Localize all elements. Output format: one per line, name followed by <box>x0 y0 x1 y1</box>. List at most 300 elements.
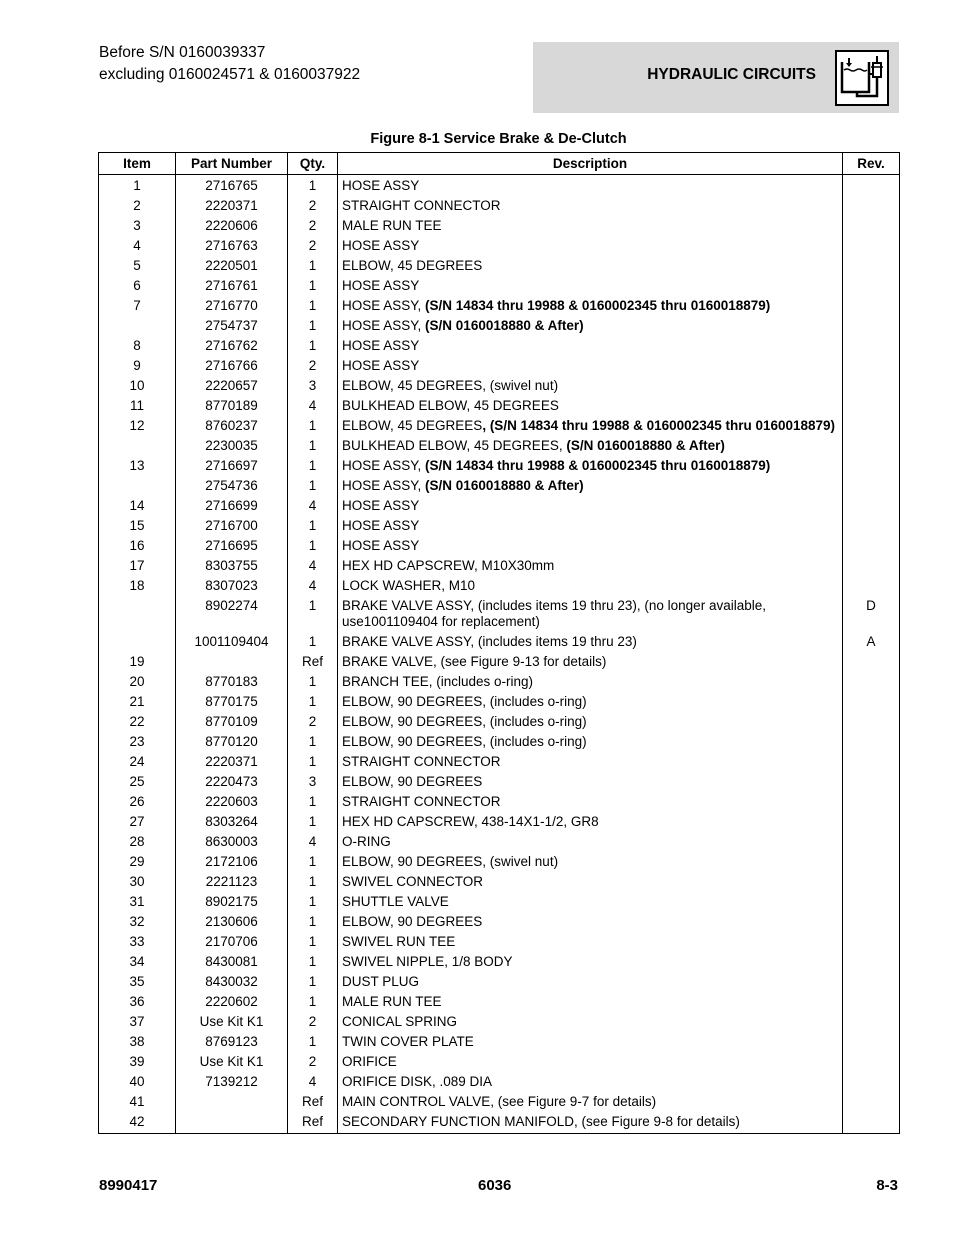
rev-cell <box>843 712 900 732</box>
description-text: ELBOW, 90 DEGREES, (swivel nut) <box>342 854 559 869</box>
description-cell <box>338 712 843 732</box>
part-number-cell: 7139212 <box>176 1072 288 1092</box>
description-cell <box>338 972 843 992</box>
description-text: MAIN CONTROL VALVE, (see Figure 9-7 for details) <box>342 1094 657 1109</box>
part-number-cell: 8770189 <box>176 396 288 416</box>
description-cell <box>338 196 843 216</box>
rev-cell <box>843 852 900 872</box>
item-cell: 18 <box>99 576 176 596</box>
item-cell: 28 <box>99 832 176 852</box>
description-cell <box>338 536 843 556</box>
part-number-cell: 2130606 <box>176 912 288 932</box>
description-text: HOSE ASSY <box>342 338 420 353</box>
rev-cell <box>843 652 900 672</box>
description-text: BRAKE VALVE ASSY, (includes items 19 thru 23) <box>342 634 637 649</box>
part-number-cell: 2716697 <box>176 456 288 476</box>
description-text: HOSE ASSY, <box>342 458 426 473</box>
description-cell <box>338 516 843 536</box>
rev-cell <box>843 972 900 992</box>
description-cell <box>338 912 843 932</box>
rev-cell <box>843 912 900 932</box>
part-number-cell: 2716761 <box>176 276 288 296</box>
table-row <box>99 516 900 536</box>
item-cell: 38 <box>99 1032 176 1052</box>
qty-cell: 1 <box>288 596 338 632</box>
description-cell <box>338 1012 843 1032</box>
qty-cell: 2 <box>288 196 338 216</box>
table-row <box>99 356 900 376</box>
item-cell: 4 <box>99 236 176 256</box>
table-row <box>99 872 900 892</box>
item-cell <box>99 596 176 632</box>
col-header-part-number: Part Number <box>176 153 288 175</box>
parts-table-body <box>99 175 900 1134</box>
qty-cell: 3 <box>288 772 338 792</box>
table-row <box>99 556 900 576</box>
table-row <box>99 792 900 812</box>
part-number-cell: 8303755 <box>176 556 288 576</box>
item-cell: 15 <box>99 516 176 536</box>
rev-cell <box>843 1052 900 1072</box>
description-text: BRAKE VALVE, (see Figure 9-13 for details) <box>342 654 607 669</box>
description-cell <box>338 456 843 476</box>
description-cell <box>338 752 843 772</box>
item-cell: 5 <box>99 256 176 276</box>
table-row <box>99 732 900 752</box>
rev-cell <box>843 792 900 812</box>
description-text: STRAIGHT CONNECTOR <box>342 754 501 769</box>
rev-cell <box>843 1012 900 1032</box>
part-number-cell: 2220606 <box>176 216 288 236</box>
table-row <box>99 772 900 792</box>
rev-cell <box>843 692 900 712</box>
qty-cell: 4 <box>288 1072 338 1092</box>
part-number-cell: 2716765 <box>176 175 288 197</box>
qty-cell: 1 <box>288 972 338 992</box>
description-text: SWIVEL RUN TEE <box>342 934 456 949</box>
qty-cell: 1 <box>288 536 338 556</box>
part-number-cell <box>176 1112 288 1134</box>
description-text: ELBOW, 45 DEGREES, (swivel nut) <box>342 378 559 393</box>
description-text: ELBOW, 90 DEGREES, (includes o-ring) <box>342 714 587 729</box>
table-row <box>99 1032 900 1052</box>
item-cell: 31 <box>99 892 176 912</box>
serial-qualifier: (S/N 0160018880 & After) <box>425 318 584 333</box>
parts-table <box>98 152 900 1134</box>
part-number-cell: 8430081 <box>176 952 288 972</box>
table-row <box>99 175 900 197</box>
qty-cell: 1 <box>288 872 338 892</box>
serial-qualifier: (S/N 0160018880 & After) <box>566 438 725 453</box>
item-cell: 8 <box>99 336 176 356</box>
table-row <box>99 576 900 596</box>
rev-cell <box>843 356 900 376</box>
part-number-cell: 8307023 <box>176 576 288 596</box>
rev-cell <box>843 772 900 792</box>
footer-model: 6036 <box>478 1177 512 1194</box>
qty-cell: 2 <box>288 216 338 236</box>
part-number-cell <box>176 1092 288 1112</box>
table-row <box>99 1112 900 1134</box>
rev-cell <box>843 672 900 692</box>
description-cell <box>338 256 843 276</box>
part-number-cell: 2220657 <box>176 376 288 396</box>
serial-qualifier: (S/N 14834 thru 19988 & 0160002345 thru 0160018879) <box>425 298 771 313</box>
col-header-rev: Rev. <box>843 153 900 175</box>
part-number-cell: 2220602 <box>176 992 288 1012</box>
section-title: HYDRAULIC CIRCUITS <box>647 66 816 83</box>
table-row <box>99 1012 900 1032</box>
table-row <box>99 596 900 632</box>
part-number-cell: 2220473 <box>176 772 288 792</box>
qty-cell: 1 <box>288 256 338 276</box>
description-cell <box>338 652 843 672</box>
description-text: HOSE ASSY <box>342 278 420 293</box>
description-cell <box>338 576 843 596</box>
rev-cell <box>843 216 900 236</box>
rev-cell <box>843 316 900 336</box>
rev-cell <box>843 1092 900 1112</box>
item-cell: 23 <box>99 732 176 752</box>
part-number-cell: 2220603 <box>176 792 288 812</box>
description-cell <box>338 316 843 336</box>
serial-qualifier: (S/N 0160018880 & After) <box>425 478 584 493</box>
qty-cell: Ref <box>288 1092 338 1112</box>
rev-cell <box>843 476 900 496</box>
description-cell <box>338 1052 843 1072</box>
description-text: HEX HD CAPSCREW, 438-14X1-1/2, GR8 <box>342 814 599 829</box>
rev-cell <box>843 752 900 772</box>
item-cell: 7 <box>99 296 176 316</box>
part-number-cell: 2220371 <box>176 752 288 772</box>
footer-page-number: 8-3 <box>876 1177 898 1194</box>
part-number-cell: 2716762 <box>176 336 288 356</box>
table-row <box>99 416 900 436</box>
description-text: SECONDARY FUNCTION MANIFOLD, (see Figure 9-8 for details) <box>342 1114 740 1129</box>
description-cell <box>338 356 843 376</box>
qty-cell: 2 <box>288 1052 338 1072</box>
description-cell <box>338 496 843 516</box>
item-cell: 30 <box>99 872 176 892</box>
qty-cell: 1 <box>288 316 338 336</box>
qty-cell: 1 <box>288 632 338 652</box>
qty-cell: 1 <box>288 932 338 952</box>
part-number-cell: 2716699 <box>176 496 288 516</box>
item-cell: 1 <box>99 175 176 197</box>
table-row <box>99 436 900 456</box>
part-number-cell: 8770175 <box>176 692 288 712</box>
item-cell: 35 <box>99 972 176 992</box>
description-text: SHUTTLE VALVE <box>342 894 449 909</box>
table-row <box>99 852 900 872</box>
description-cell <box>338 556 843 576</box>
part-number-cell: 8303264 <box>176 812 288 832</box>
description-cell <box>338 396 843 416</box>
item-cell: 34 <box>99 952 176 972</box>
table-row <box>99 216 900 236</box>
rev-cell <box>843 416 900 436</box>
part-number-cell: 2716695 <box>176 536 288 556</box>
item-cell: 37 <box>99 1012 176 1032</box>
part-number-cell: 8902175 <box>176 892 288 912</box>
description-cell <box>338 175 843 197</box>
rev-cell: A <box>843 632 900 652</box>
qty-cell: 1 <box>288 1032 338 1052</box>
col-header-description: Description <box>338 153 843 175</box>
rev-cell <box>843 1112 900 1134</box>
rev-cell <box>843 296 900 316</box>
rev-cell <box>843 812 900 832</box>
part-number-cell: 8770109 <box>176 712 288 732</box>
description-cell <box>338 892 843 912</box>
description-text: SWIVEL CONNECTOR <box>342 874 484 889</box>
table-row <box>99 912 900 932</box>
rev-cell <box>843 236 900 256</box>
part-number-cell: 2170706 <box>176 932 288 952</box>
serial-qualifier: , (S/N 14834 thru 19988 & 0160002345 thru 0160018879) <box>482 418 836 433</box>
item-cell: 25 <box>99 772 176 792</box>
rev-cell <box>843 496 900 516</box>
part-number-cell <box>176 652 288 672</box>
table-row <box>99 692 900 712</box>
description-cell <box>338 336 843 356</box>
rev-cell <box>843 1072 900 1092</box>
description-text: STRAIGHT CONNECTOR <box>342 794 501 809</box>
rev-cell <box>843 196 900 216</box>
part-number-cell: 2716700 <box>176 516 288 536</box>
rev-cell <box>843 456 900 476</box>
item-cell: 26 <box>99 792 176 812</box>
table-row <box>99 1052 900 1072</box>
rev-cell <box>843 992 900 1012</box>
qty-cell: 3 <box>288 376 338 396</box>
qty-cell: 1 <box>288 336 338 356</box>
rev-cell <box>843 436 900 456</box>
qty-cell: 1 <box>288 416 338 436</box>
part-number-cell: 2220501 <box>176 256 288 276</box>
description-text: HOSE ASSY <box>342 358 420 373</box>
description-cell <box>338 872 843 892</box>
description-text: HOSE ASSY <box>342 518 420 533</box>
table-row <box>99 316 900 336</box>
description-text: HOSE ASSY <box>342 538 420 553</box>
description-cell <box>338 1092 843 1112</box>
item-cell: 40 <box>99 1072 176 1092</box>
description-text: O-RING <box>342 834 391 849</box>
qty-cell: 2 <box>288 356 338 376</box>
qty-cell: 1 <box>288 732 338 752</box>
table-row <box>99 456 900 476</box>
item-cell: 36 <box>99 992 176 1012</box>
hydraulic-circuit-icon <box>835 50 889 106</box>
rev-cell <box>843 932 900 952</box>
description-text: HOSE ASSY <box>342 238 420 253</box>
rev-cell <box>843 556 900 576</box>
rev-cell <box>843 175 900 197</box>
description-text: SWIVEL NIPPLE, 1/8 BODY <box>342 954 513 969</box>
part-number-cell: 8902274 <box>176 596 288 632</box>
description-text: MALE RUN TEE <box>342 218 442 233</box>
description-text: BRANCH TEE, (includes o-ring) <box>342 674 534 689</box>
description-cell <box>338 1032 843 1052</box>
qty-cell: 1 <box>288 952 338 972</box>
description-cell <box>338 852 843 872</box>
description-cell <box>338 832 843 852</box>
item-cell: 9 <box>99 356 176 376</box>
rev-cell <box>843 732 900 752</box>
item-cell: 12 <box>99 416 176 436</box>
table-row <box>99 712 900 732</box>
qty-cell: 1 <box>288 516 338 536</box>
description-cell <box>338 812 843 832</box>
description-text: TWIN COVER PLATE <box>342 1034 474 1049</box>
item-cell: 27 <box>99 812 176 832</box>
rev-cell <box>843 396 900 416</box>
table-header-row <box>99 153 900 175</box>
qty-cell: 1 <box>288 992 338 1012</box>
description-text: CONICAL SPRING <box>342 1014 458 1029</box>
item-cell <box>99 632 176 652</box>
table-row <box>99 196 900 216</box>
section-header <box>533 42 899 113</box>
part-number-cell: 8430032 <box>176 972 288 992</box>
item-cell: 29 <box>99 852 176 872</box>
qty-cell: 1 <box>288 296 338 316</box>
description-cell <box>338 672 843 692</box>
part-number-cell: Use Kit K1 <box>176 1052 288 1072</box>
table-row <box>99 296 900 316</box>
rev-cell <box>843 376 900 396</box>
rev-cell <box>843 1032 900 1052</box>
qty-cell: 1 <box>288 892 338 912</box>
description-cell <box>338 632 843 652</box>
part-number-cell: 1001109404 <box>176 632 288 652</box>
qty-cell: 1 <box>288 852 338 872</box>
description-text: ELBOW, 90 DEGREES, (includes o-ring) <box>342 734 587 749</box>
rev-cell <box>843 576 900 596</box>
description-text: LOCK WASHER, M10 <box>342 578 476 593</box>
description-text: HOSE ASSY <box>342 498 420 513</box>
description-cell <box>338 276 843 296</box>
qty-cell: 4 <box>288 576 338 596</box>
description-cell <box>338 376 843 396</box>
item-cell: 14 <box>99 496 176 516</box>
description-text: HEX HD CAPSCREW, M10X30mm <box>342 558 555 573</box>
table-row <box>99 672 900 692</box>
part-number-cell: 2716763 <box>176 236 288 256</box>
item-cell: 22 <box>99 712 176 732</box>
description-text: BULKHEAD ELBOW, 45 DEGREES, <box>342 438 567 453</box>
item-cell: 33 <box>99 932 176 952</box>
item-cell <box>99 476 176 496</box>
description-text: ELBOW, 45 DEGREES <box>342 418 483 433</box>
part-number-cell: 2716770 <box>176 296 288 316</box>
figure-title: Figure 8-1 Service Brake & De-Clutch <box>370 131 627 147</box>
item-cell: 11 <box>99 396 176 416</box>
part-number-cell: 8630003 <box>176 832 288 852</box>
description-text: STRAIGHT CONNECTOR <box>342 198 501 213</box>
table-row <box>99 892 900 912</box>
description-cell <box>338 732 843 752</box>
item-cell: 21 <box>99 692 176 712</box>
description-cell <box>338 1112 843 1134</box>
table-row <box>99 536 900 556</box>
qty-cell: 1 <box>288 436 338 456</box>
table-row <box>99 632 900 652</box>
item-cell <box>99 316 176 336</box>
table-row <box>99 376 900 396</box>
qty-cell: 1 <box>288 175 338 197</box>
description-text: MALE RUN TEE <box>342 994 442 1009</box>
description-cell <box>338 216 843 236</box>
table-row <box>99 276 900 296</box>
qty-cell: 1 <box>288 276 338 296</box>
description-text: ELBOW, 90 DEGREES, (includes o-ring) <box>342 694 587 709</box>
footer-document-number: 8990417 <box>99 1177 158 1194</box>
qty-cell: 2 <box>288 1012 338 1032</box>
col-header-item: Item <box>99 153 176 175</box>
qty-cell: 1 <box>288 672 338 692</box>
description-cell <box>338 992 843 1012</box>
table-row <box>99 652 900 672</box>
rev-cell <box>843 276 900 296</box>
description-cell <box>338 692 843 712</box>
item-cell: 16 <box>99 536 176 556</box>
qty-cell: 4 <box>288 832 338 852</box>
qty-cell: Ref <box>288 652 338 672</box>
description-text: BRAKE VALVE ASSY, (includes items 19 thru 23), (no longer available, use1001109404 for replacement) <box>342 598 766 629</box>
description-text: DUST PLUG <box>342 974 420 989</box>
part-number-cell: 2230035 <box>176 436 288 456</box>
serial-range-note <box>99 42 360 86</box>
qty-cell: 4 <box>288 556 338 576</box>
rev-cell <box>843 336 900 356</box>
rev-cell <box>843 536 900 556</box>
item-cell <box>99 436 176 456</box>
item-cell: 17 <box>99 556 176 576</box>
description-text: HOSE ASSY, <box>342 478 426 493</box>
qty-cell: 1 <box>288 692 338 712</box>
description-cell <box>338 296 843 316</box>
description-text: BULKHEAD ELBOW, 45 DEGREES <box>342 398 559 413</box>
table-row <box>99 932 900 952</box>
rev-cell <box>843 832 900 852</box>
part-number-cell: Use Kit K1 <box>176 1012 288 1032</box>
rev-cell <box>843 516 900 536</box>
description-cell <box>338 476 843 496</box>
qty-cell: 1 <box>288 456 338 476</box>
part-number-cell: 2754736 <box>176 476 288 496</box>
part-number-cell: 2221123 <box>176 872 288 892</box>
qty-cell: 1 <box>288 476 338 496</box>
description-cell <box>338 792 843 812</box>
item-cell: 2 <box>99 196 176 216</box>
part-number-cell: 2754737 <box>176 316 288 336</box>
table-row <box>99 396 900 416</box>
qty-cell: 1 <box>288 912 338 932</box>
serial-line-1: Before S/N 0160039337 <box>99 44 266 61</box>
part-number-cell: 2716766 <box>176 356 288 376</box>
rev-cell <box>843 256 900 276</box>
table-row <box>99 336 900 356</box>
qty-cell: 4 <box>288 496 338 516</box>
item-cell: 10 <box>99 376 176 396</box>
table-row <box>99 256 900 276</box>
description-text: ELBOW, 45 DEGREES <box>342 258 483 273</box>
table-row <box>99 1092 900 1112</box>
table-row <box>99 236 900 256</box>
table-row <box>99 952 900 972</box>
